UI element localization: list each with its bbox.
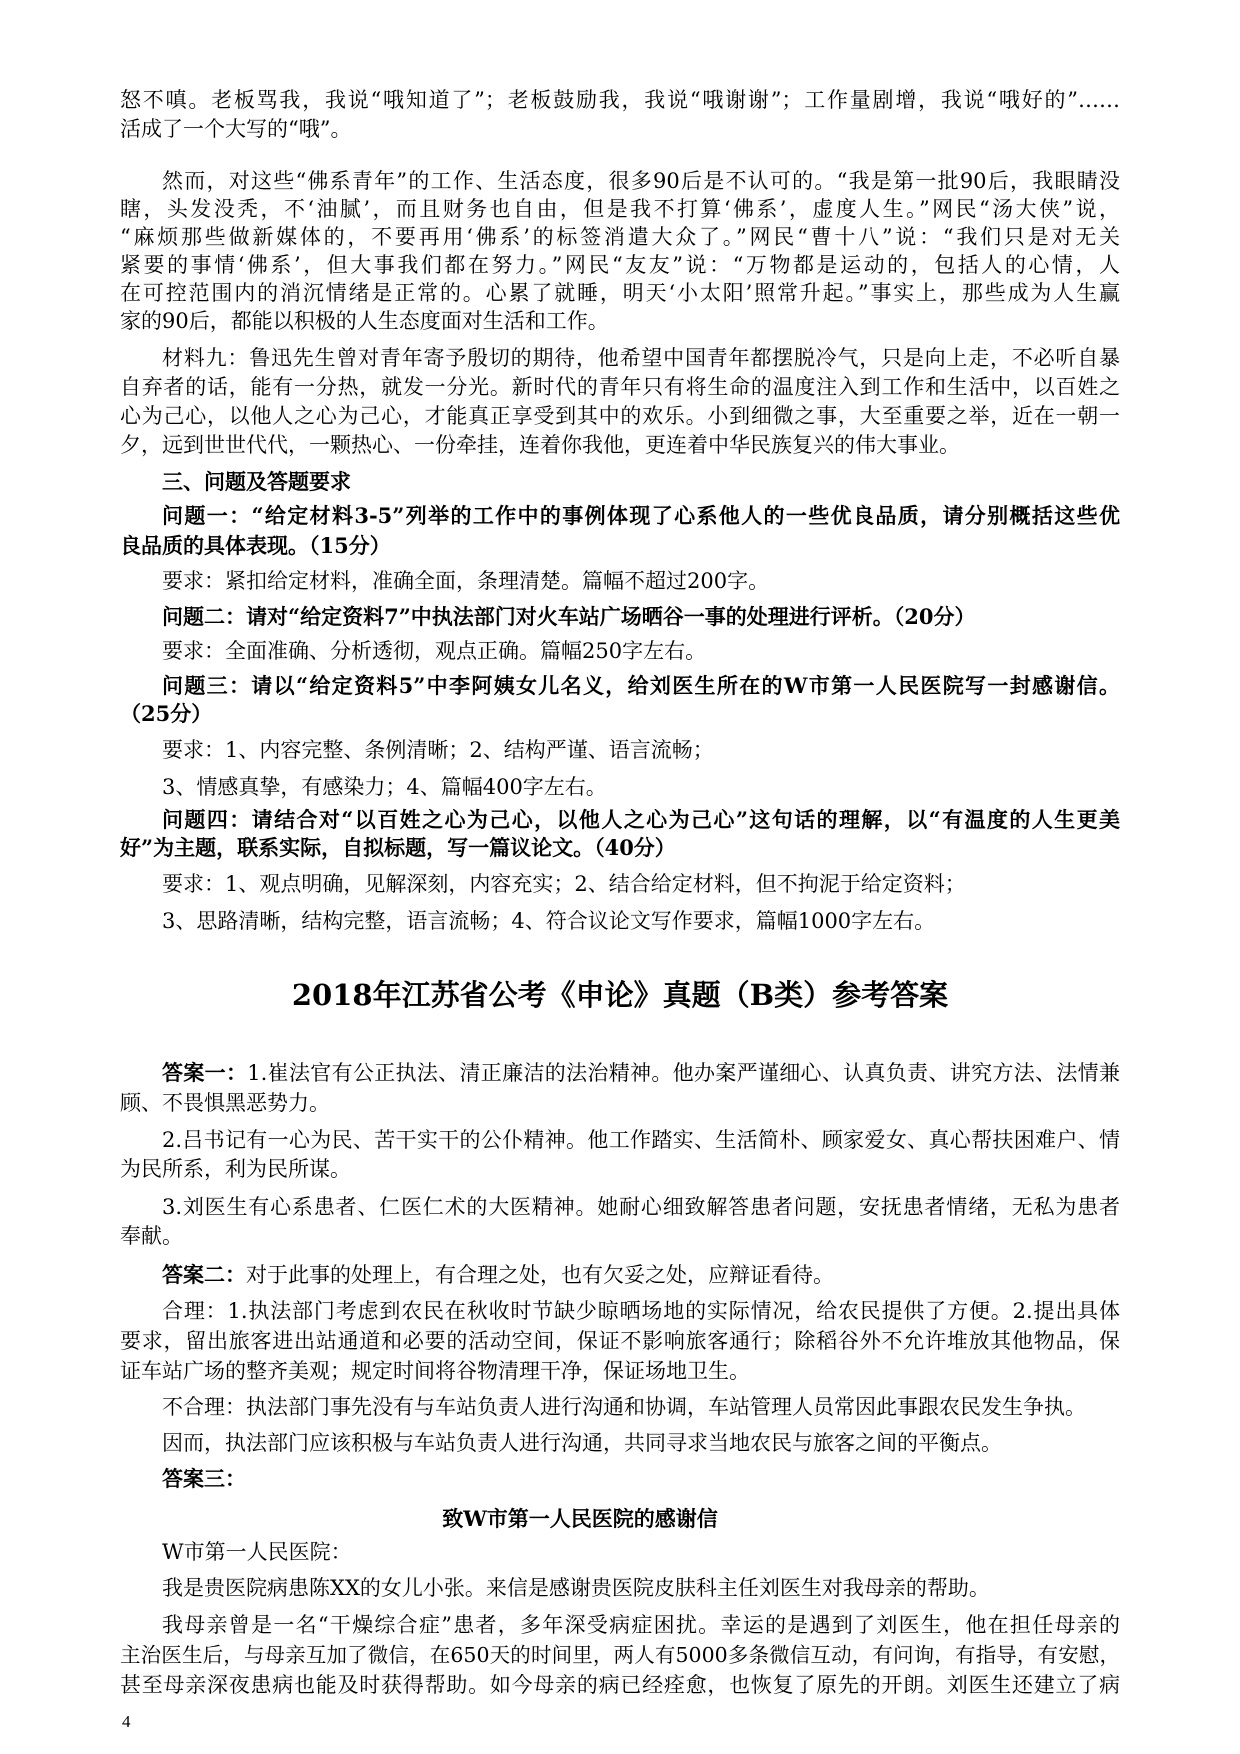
letter-line: 我是贵医院病患陈XX的女儿小张。来信是感谢贵医院皮肤科主任刘医生对我母亲的帮助。 (162, 1576, 990, 1600)
paragraph-line: 活成了一个大写的“哦”。 (120, 117, 352, 141)
question-line: 问题四：请结合对“以百姓之心为己心，以他人之心为己心”这句话的理解，以“有温度的人生更美 (162, 807, 1120, 832)
question-4-prompt (120, 806, 1120, 862)
paragraph-line: “麻烦那些做新媒体的，不要再用‘佛系’的标签消遣大众了。”网民“曹十八”说：“我们只是对无关 (120, 225, 1120, 249)
letter-title: 致W市第一人民医院的感谢信 (442, 1506, 718, 1531)
paragraph-line: 家的90后，都能以积极的人生态度面对生活和工作。 (120, 309, 609, 333)
answer-text: 对于此事的处理上，有合理之处，也有欠妥之处，应辩证看待。 (246, 1263, 834, 1287)
answer-3-heading (120, 1464, 1120, 1494)
material-paragraph-foxi-ending (120, 86, 1120, 144)
letter-salutation: W市第一人民医院： (162, 1540, 352, 1564)
paragraph-line: 夕，远到世世代代，一颗热心、一份牵挂，连着你我他，更连着中华民族复兴的伟大事业。 (120, 433, 960, 457)
answer-2-intro (120, 1260, 1120, 1290)
answer-2-label: 答案二： (162, 1262, 246, 1287)
paragraph-line: 瞎，头发没秃，不‘油腻’，而且财务也自由，但是我不打算‘佛系’，虚度人生。”网民“汤大侠”说， (120, 197, 1120, 221)
letter-line: 主治医生后，与母亲互加了微信，在650天的时间里，两人有5000多条微信互动，有问询，有指导，有安慰， (120, 1643, 1120, 1667)
answer-1-point-2 (120, 1126, 1120, 1184)
question-3-requirements-cont (120, 773, 1120, 802)
paragraph-line: 心为己心，以他人之心为己心，才能真正享受到其中的欢乐。小到细微之事，大至重要之举，近在一朝一 (120, 404, 1120, 428)
question-1-requirements (120, 567, 1120, 596)
page-number: 4 (122, 1712, 131, 1731)
answer-line: 2.吕书记有一心为民、苦干实干的公仆精神。他工作踏实、生活简朴、顾家爱女、真心帮扶困难户、情 (162, 1128, 1120, 1152)
question-line: （25分） (120, 701, 213, 726)
answer-3-label: 答案三： (162, 1466, 246, 1491)
answer-1-point-1 (120, 1058, 1120, 1118)
paragraph-line: 紧要的事情‘佛系’，但大事我们都在努力。”网民“友友”说：“万物都是运动的，包括人的心情，人 (120, 253, 1120, 277)
material-paragraph-90s (120, 167, 1120, 335)
question-4-requirements-cont (120, 907, 1120, 936)
requirement-line: 要求：1、观点明确，见解深刻，内容充实；2、结合给定材料，但不拘泥于给定资料； (162, 872, 966, 896)
answer-line (162, 1058, 1120, 1088)
question-line: 问题二：请对“给定资料7”中执法部门对火车站广场晒谷一事的处理进行评析。（20分） (162, 604, 976, 629)
answer-line: 顾、不畏惧黑恶势力。 (120, 1091, 330, 1115)
answer-1-point-3 (120, 1193, 1120, 1251)
answer-2-unreasonable (120, 1392, 1120, 1422)
answer-line: 为民所系，利为民所谋。 (120, 1157, 351, 1181)
requirement-line: 3、情感真挚，有感染力；4、篇幅400字左右。 (162, 775, 607, 799)
material-paragraph-9 (120, 344, 1120, 460)
letter-paragraph-1 (120, 1573, 1120, 1603)
answer-line: 不合理：执法部门事先没有与车站负责人进行沟通和协调，车站管理人员常因此事跟农民发生争执。 (162, 1395, 1086, 1419)
paragraph-line: 材料九：鲁迅先生曾对青年寄予殷切的期待，他希望中国青年都摆脱冷气，只是向上走，不必听自暴 (162, 346, 1120, 370)
section-heading: 三、问题及答题要求 (162, 469, 351, 494)
letter-salutation-block (120, 1537, 1120, 1567)
letter-paragraph-2 (120, 1610, 1120, 1700)
question-2-requirements (120, 637, 1120, 666)
answer-line: 因而，执法部门应该积极与车站负责人进行沟通，共同寻求当地农民与旅客之间的平衡点。 (162, 1431, 1002, 1455)
section-heading-questions (120, 467, 1120, 496)
letter-title-block (330, 1504, 830, 1534)
paragraph-line: 在可控范围内的消沉情绪是正常的。心累了就睡，明天‘小太阳’照常升起。”事实上，那些成为人生赢 (120, 281, 1120, 305)
requirement-line: 要求：紧扣给定材料，准确全面，条理清楚。篇幅不超过200字。 (162, 569, 770, 593)
answer-line: 合理：1.执法部门考虑到农民在秋收时节缺少晾晒场地的实际情况，给农民提供了方便。2.提出具体 (162, 1299, 1120, 1323)
requirement-line: 3、思路清晰，结构完整，语言流畅；4、符合议论文写作要求，篇幅1000字左右。 (162, 909, 936, 933)
question-line: 问题三：请以“给定资料5”中李阿姨女儿名义，给刘医生所在的W市第一人民医院写一封感谢信。 (162, 673, 1120, 698)
answer-1-label: 答案一： (162, 1060, 248, 1085)
answer-2-conclusion (120, 1428, 1120, 1458)
question-1-prompt (120, 501, 1120, 561)
question-line: 好”为主题，联系实际，自拟标题，写一篇议论文。（40分） (120, 835, 676, 860)
question-2-prompt (120, 602, 1120, 631)
letter-line: 我母亲曾是一名“干燥综合症”患者，多年深受病症困扰。幸运的是遇到了刘医生，他在担任母亲的 (162, 1613, 1120, 1637)
question-line: 良品质的具体表现。（15分） (120, 533, 391, 558)
answer-2-reasonable (120, 1296, 1120, 1386)
question-3-prompt (120, 672, 1120, 728)
letter-line: 甚至母亲深夜患病也能及时获得帮助。如今母亲的病已经痊愈，也恢复了原先的开朗。刘医生还建立了病 (120, 1673, 1120, 1697)
answer-text: 1.崔法官有公正执法、清正廉洁的法治精神。他办案严谨细心、认真负责、讲究方法、法情兼 (247, 1061, 1120, 1085)
paragraph-line: 然而，对这些“佛系青年”的工作、生活态度，很多90后是不认可的。“我是第一批90后，我眼睛没 (162, 169, 1120, 193)
question-3-requirements (120, 736, 1120, 765)
answer-line: 奉献。 (120, 1224, 183, 1248)
answers-title-block (120, 976, 1120, 1014)
answers-title: 2018年江苏省公考《申论》真题（B类）参考答案 (291, 978, 949, 1012)
question-4-requirements (120, 870, 1120, 899)
requirement-line: 要求：全面准确、分析透彻，观点正确。篇幅250字左右。 (162, 639, 707, 663)
answer-line: 3.刘医生有心系患者、仁医仁术的大医精神。她耐心细致解答患者问题，安抚患者情绪，无私为患者 (162, 1195, 1120, 1219)
question-line: 问题一：“给定材料3-5”列举的工作中的事例体现了心系他人的一些优良品质，请分别概括这些优 (162, 503, 1120, 528)
answer-line (162, 1260, 1120, 1290)
requirement-line: 要求：1、内容完整、条例清晰；2、结构严谨、语言流畅； (162, 738, 714, 762)
answer-line: 要求，留出旅客进出站通道和必要的活动空间，保证不影响旅客通行；除稻谷外不允许堆放其他物品，保 (120, 1329, 1120, 1353)
paragraph-line: 自弃者的话，能有一分热，就发一分光。新时代的青年只有将生命的温度注入到工作和生活中，以百姓之 (120, 375, 1120, 399)
paragraph-line: 怒不嗔。老板骂我，我说“哦知道了”；老板鼓励我，我说“哦谢谢”；工作量剧增，我说“哦好的”…… (120, 88, 1120, 112)
answer-line: 证车站广场的整齐美观；规定时间将谷物清理干净，保证场地卫生。 (120, 1359, 750, 1383)
